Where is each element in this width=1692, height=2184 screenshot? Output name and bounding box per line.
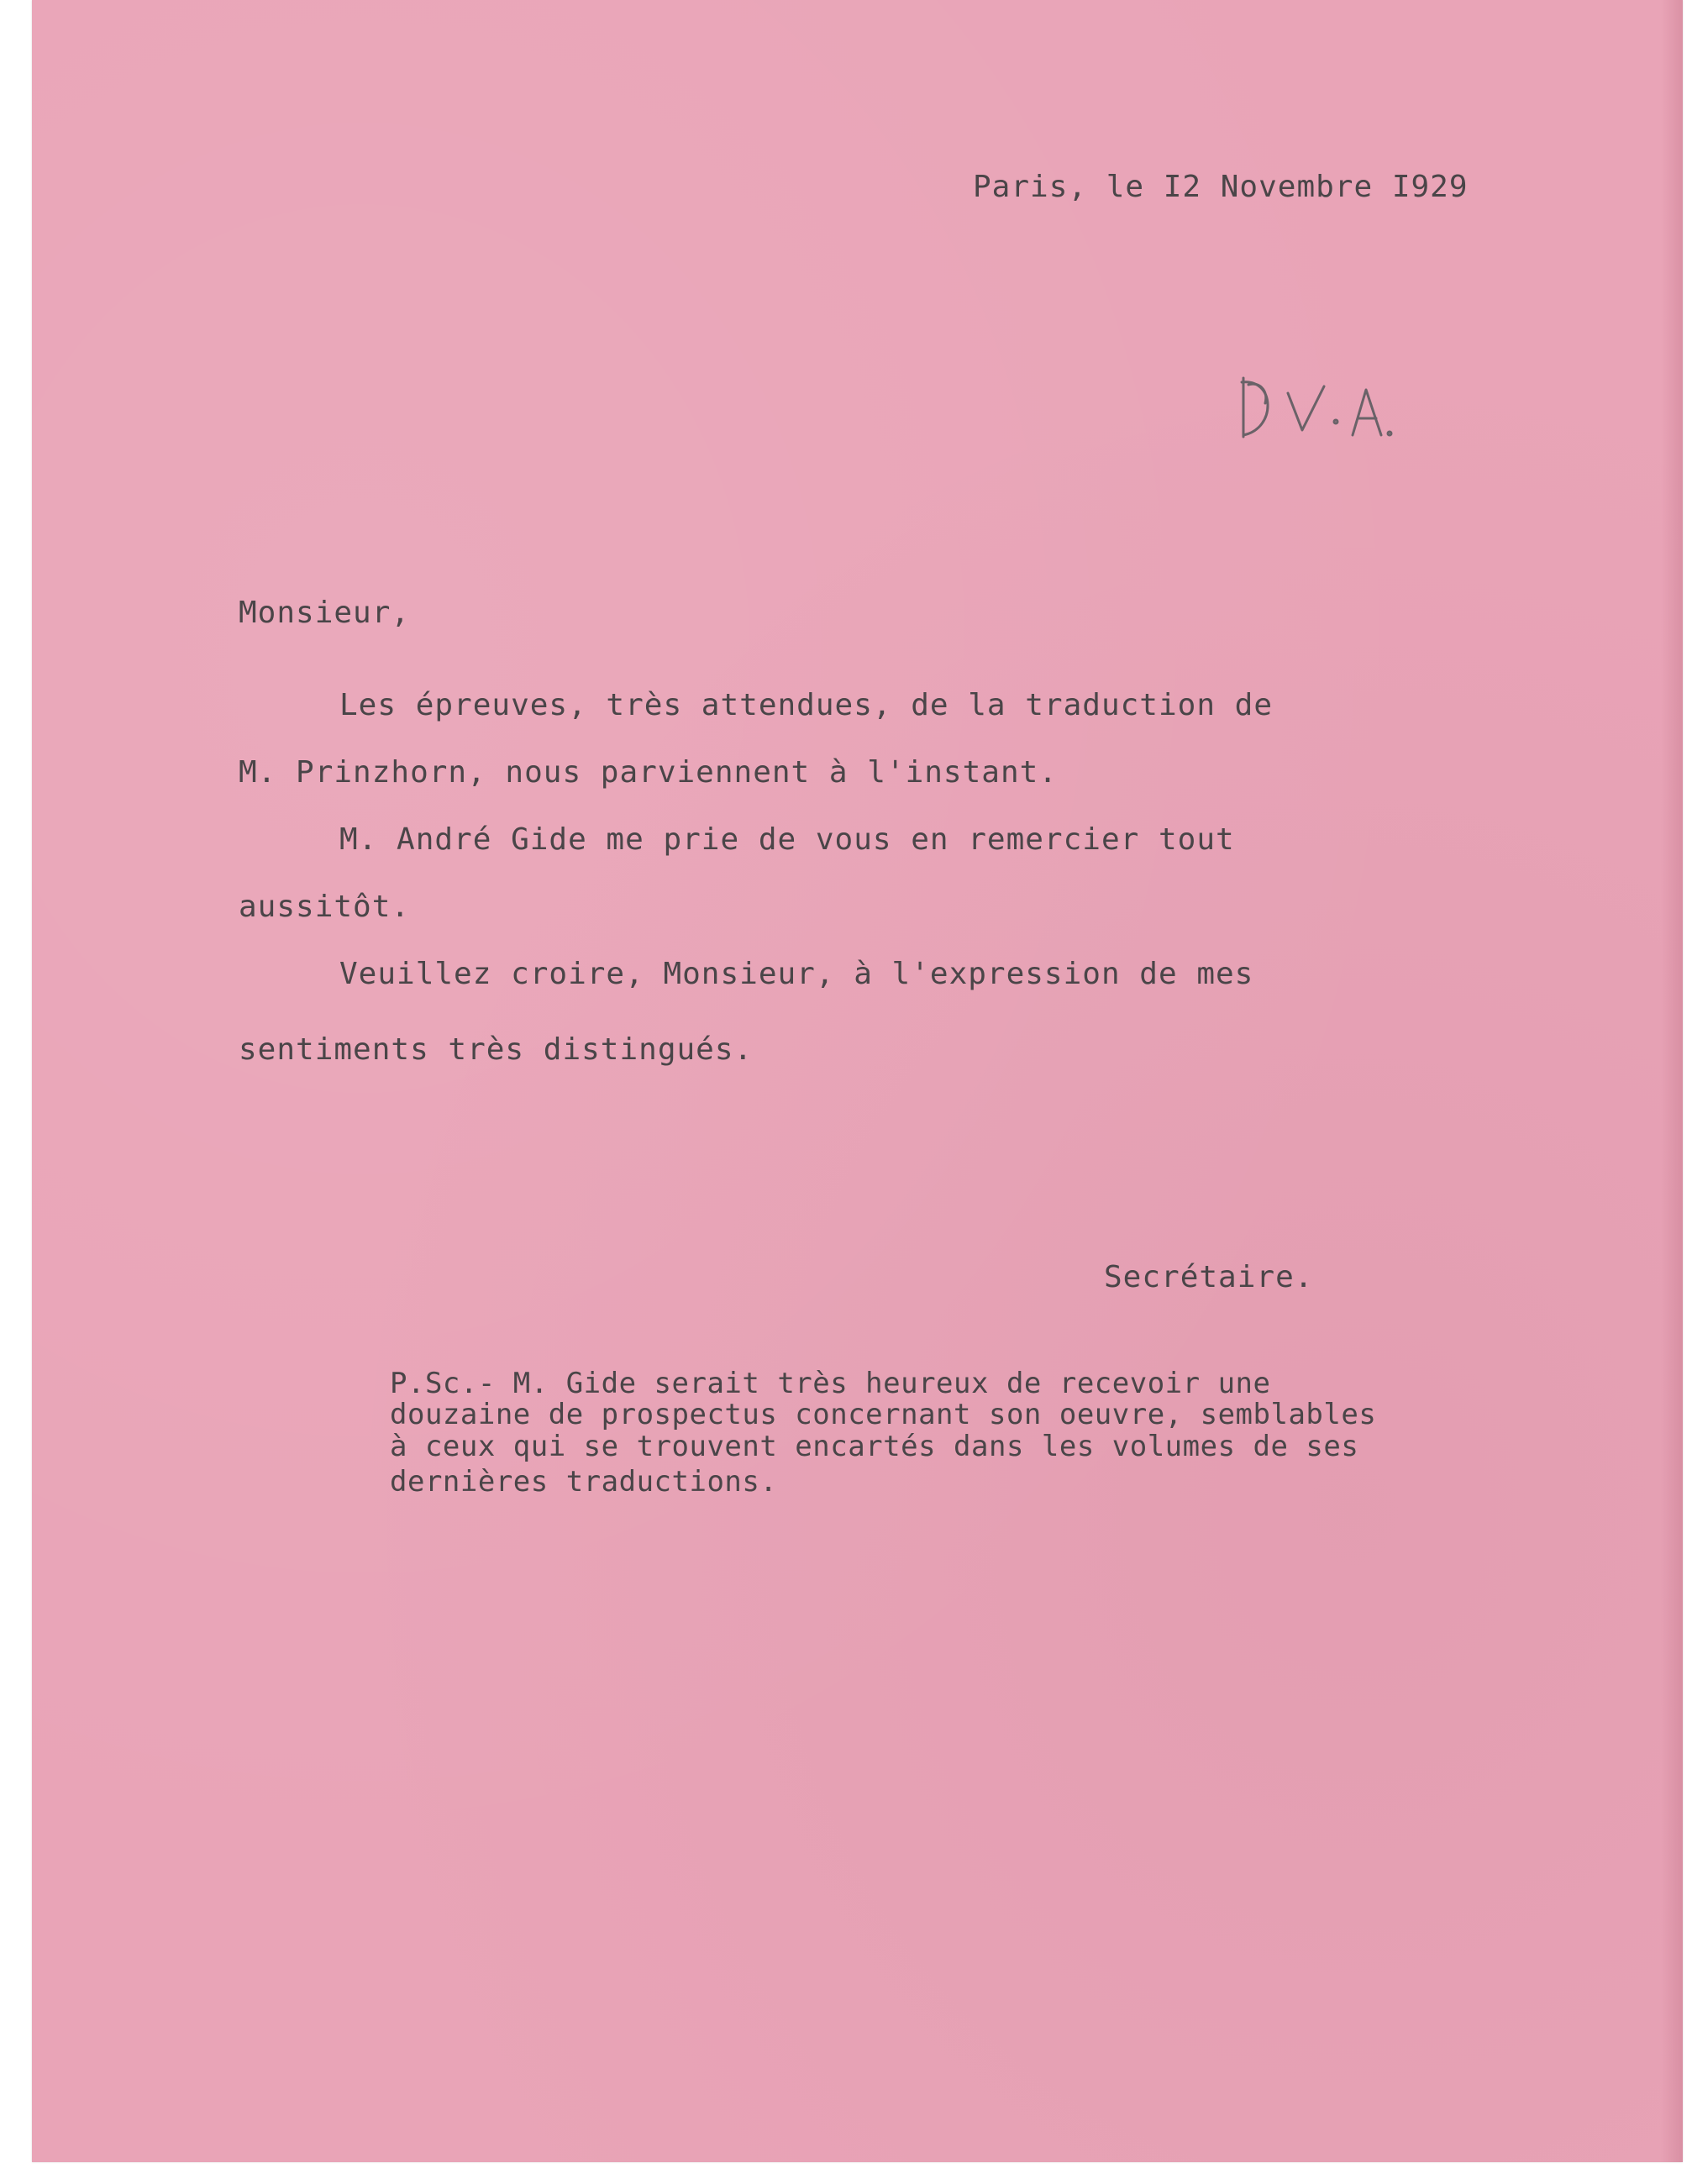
paragraph-1-line-2: M. Prinzhorn, nous parviennent à l'instant. (239, 755, 1058, 790)
salutation: Monsieur, (239, 596, 411, 630)
paragraph-3-line-2: sentiments très distingués. (239, 1032, 754, 1067)
postscript-line-4: dernières traductions. (390, 1465, 778, 1499)
paragraph-2-line-2: aussitôt. (239, 890, 411, 924)
paragraph-2-line-1: M. André Gide me prie de vous en remercier tout (339, 822, 1235, 857)
postscript-line-1: P.Sc.- M. Gide serait très heureux de recevoir une (390, 1367, 1271, 1400)
handwritten-initials (1225, 370, 1410, 445)
paragraph-3-line-1: Veuillez croire, Monsieur, à l'expression de mes (339, 957, 1254, 991)
signature-title: Secrétaire. (1104, 1260, 1314, 1294)
paper-fold-shadow (1661, 0, 1683, 2162)
paragraph-1-line-1: Les épreuves, très attendues, de la traduction de (339, 688, 1274, 722)
letter-sheet (32, 0, 1683, 2162)
postscript-line-2: douzaine de prospectus concernant son oeuvre, semblables (390, 1398, 1377, 1431)
postscript-line-3: à ceux qui se trouvent encartés dans les volumes de ses (390, 1430, 1359, 1463)
date-line: Paris, le I2 Novembre I929 (973, 170, 1469, 204)
